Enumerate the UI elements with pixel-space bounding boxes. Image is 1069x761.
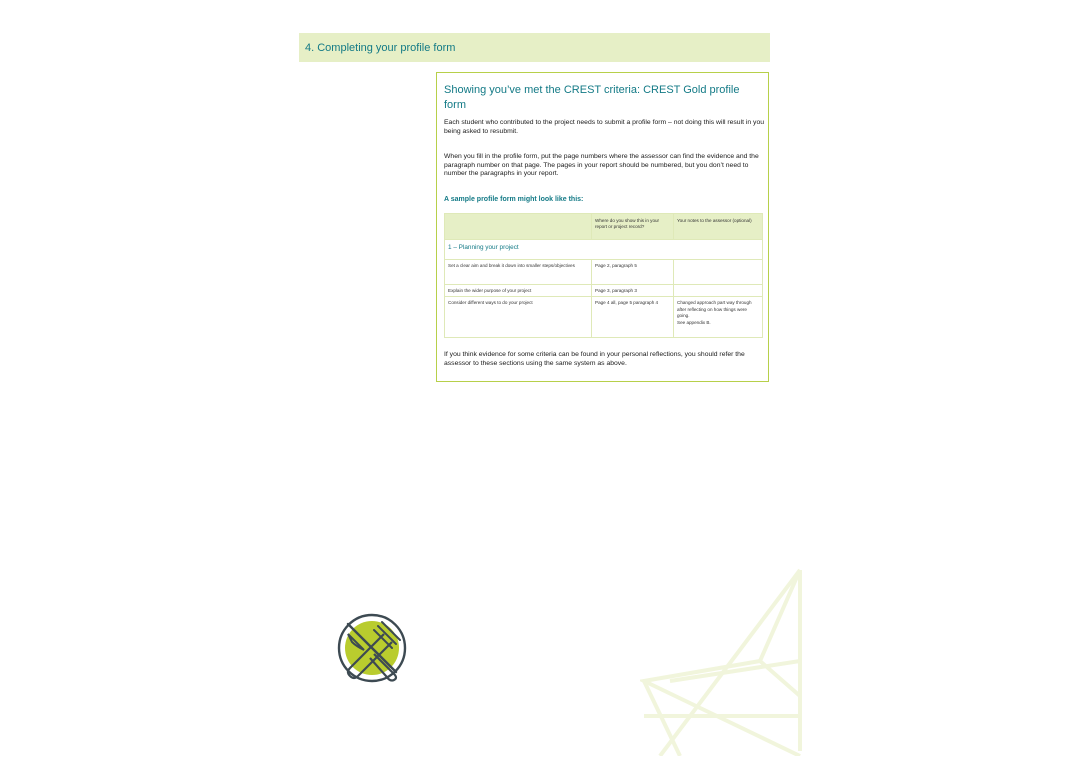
- sample-profile-table: [444, 213, 763, 338]
- where-cell: Page 3, paragraph 3: [592, 285, 674, 297]
- sample-heading: A sample profile form might look like this:: [444, 196, 584, 203]
- table-header-row: [445, 214, 763, 240]
- table-row: [445, 285, 763, 297]
- geometric-triangles-decoration: [640, 566, 805, 756]
- where-cell: Page 2, paragraph 5: [592, 260, 674, 285]
- section-heading-bar: [299, 33, 770, 62]
- table-section-row: [445, 240, 763, 260]
- criterion-cell: Consider different ways to do your project: [445, 297, 592, 338]
- table-row: [445, 297, 763, 338]
- table-header-cell: Your notes to the assessor (optional): [674, 214, 763, 240]
- table-header-cell: [445, 214, 592, 240]
- table-section-label: 1 – Planning your project: [445, 240, 763, 260]
- instructions-paragraph: When you fill in the profile form, put the page numbers where the assessor can find the evidence and the paragraph number on that page. The pages in your report should be numbered, but you don’t need to number the paragraphs in your report.: [444, 153, 759, 178]
- where-cell: Page 4 all, page 5 paragraph 4: [592, 297, 674, 338]
- box-title: Showing you’ve met the CREST criteria: CREST Gold profile form: [444, 84, 740, 111]
- section-title: 4. Completing your profile form: [305, 42, 456, 54]
- closing-paragraph: If you think evidence for some criteria can be found in your personal reflections, you should refer the assessor to these sections using the same system as above.: [444, 351, 745, 367]
- crest-criteria-box: [436, 72, 769, 382]
- criterion-cell: Set a clear aim and break it down into smaller steps/objectives: [445, 260, 592, 285]
- notes-cell: [674, 260, 763, 285]
- note-text: See appendix B.: [677, 319, 711, 325]
- intro-paragraph: Each student who contributed to the project needs to submit a profile form – not doing this will result in you being asked to resubmit.: [444, 119, 765, 135]
- notes-cell: [674, 297, 763, 338]
- note-text: Changed approach part way through after reflecting on how things were going.: [677, 300, 752, 319]
- table-header-cell: Where do you show this in your report or project record?: [592, 214, 674, 240]
- criterion-cell: Explain the wider purpose of your project: [445, 285, 592, 297]
- notes-cell: [674, 285, 763, 297]
- table-row: [445, 260, 763, 285]
- no-food-or-drink-icon: [334, 610, 410, 686]
